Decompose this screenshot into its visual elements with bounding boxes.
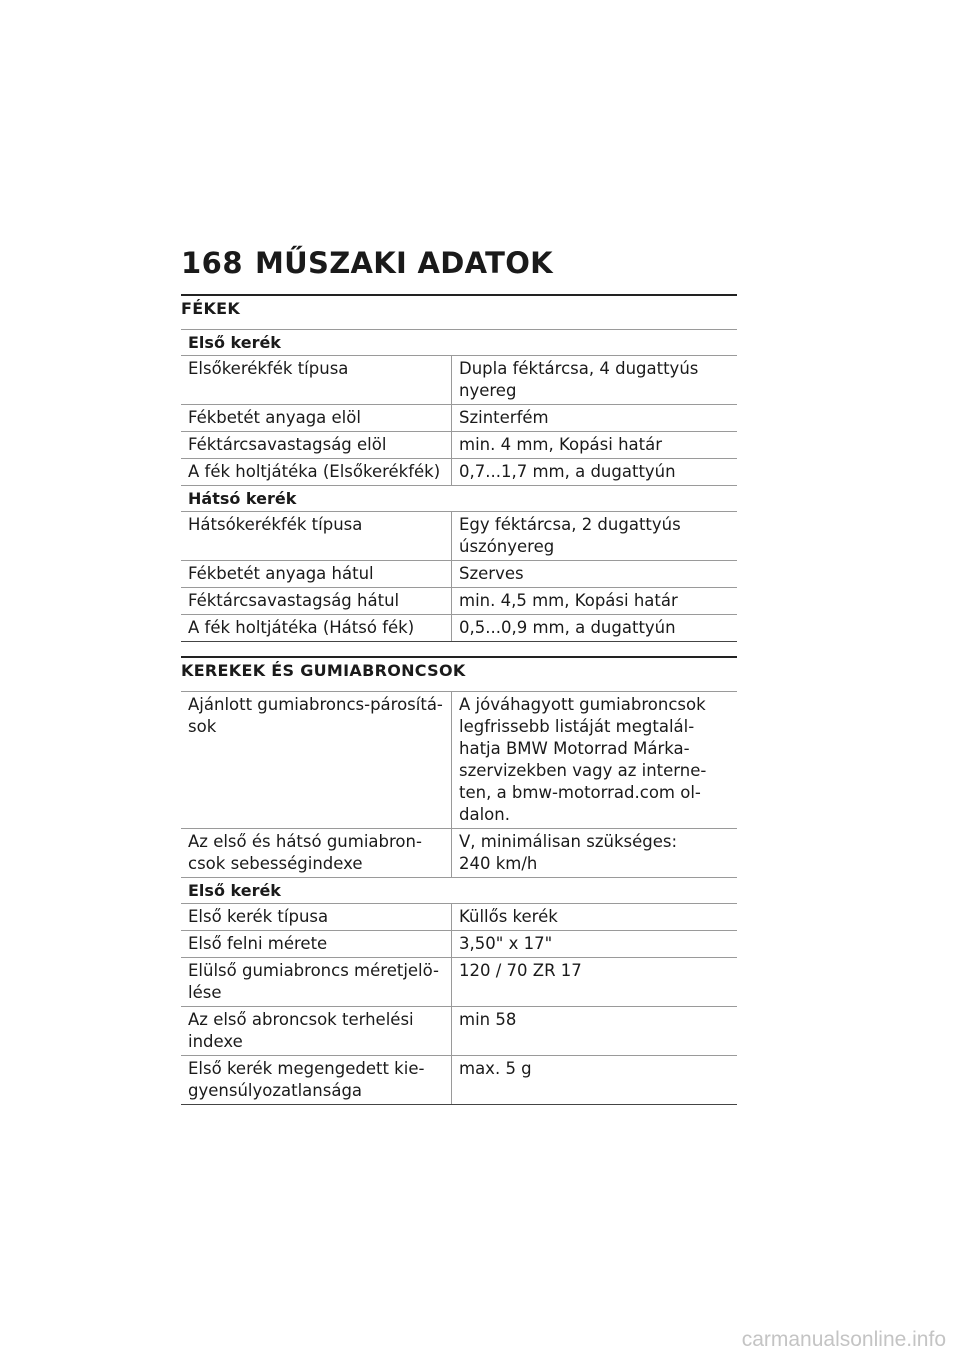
spec-value: min 58 [459, 1010, 517, 1029]
spec-label: Ajánlott gumiabroncs-párosítá- sok [181, 692, 452, 828]
spec-row [181, 958, 737, 1007]
spec-section [181, 656, 737, 1105]
spec-label: A fék holtjátéka (Hátsó fék) [181, 615, 452, 641]
chapter-title: MŰSZAKI ADATOK [255, 246, 553, 280]
spec-label: Elsőkerékfék típusa [181, 356, 452, 404]
spec-value: max. 5 g [459, 1059, 532, 1078]
spec-label: Első kerék típusa [181, 904, 452, 930]
spec-value: min. 4,5 mm, Kopási határ [459, 591, 678, 610]
spec-row [181, 904, 737, 931]
spec-row [181, 561, 737, 588]
spec-row [181, 512, 737, 561]
spec-label: Fékbetét anyaga hátul [181, 561, 452, 587]
page-number: 168 [181, 246, 244, 280]
spec-label: A fék holtjátéka (Elsőkerékfék) [181, 459, 452, 485]
spec-value: Küllős kerék [459, 907, 558, 926]
spec-value: V, minimálisan szükséges: 240 km/h [459, 832, 678, 873]
spec-row [181, 615, 737, 642]
spec-value: A jóváhagyott gumiabroncsok legfrissebb listáját megtalál- hatja BMW Motorrad Márka- szervizekben vagy az interne- ten, a bmw-motorrad.com ol- dalon. [459, 695, 707, 824]
spec-value: Szinterfém [459, 408, 549, 427]
spec-value: 0,5...0,9 mm, a dugattyún [459, 618, 676, 637]
spec-row [181, 432, 737, 459]
spec-value: Egy féktárcsa, 2 dugattyús úszónyereg [459, 515, 681, 556]
spec-sections [181, 294, 737, 1105]
spec-label: Az első abroncsok terhelési indexe [181, 1007, 452, 1055]
spec-row [181, 356, 737, 405]
spec-row [181, 931, 737, 958]
page-header [181, 246, 737, 286]
subsection-title: Hátsó kerék [181, 486, 737, 512]
spec-value: 3,50" x 17" [459, 934, 553, 953]
spec-label: Első felni mérete [181, 931, 452, 957]
spec-label: Féktárcsavastagság elöl [181, 432, 452, 458]
spec-row [181, 1007, 737, 1056]
spec-value: Szerves [459, 564, 524, 583]
watermark: carmanualsonline.info [741, 1328, 946, 1351]
spec-label: Fékbetét anyaga elöl [181, 405, 452, 431]
section-title: FÉKEK [181, 294, 737, 329]
spec-table [181, 691, 737, 1105]
spec-row [181, 692, 737, 829]
spec-value: 120 / 70 ZR 17 [459, 961, 582, 980]
spec-value: 0,7...1,7 mm, a dugattyún [459, 462, 676, 481]
spec-label: Féktárcsavastagság hátul [181, 588, 452, 614]
spec-row [181, 588, 737, 615]
spec-row [181, 829, 737, 878]
spec-section [181, 294, 737, 642]
spec-row [181, 405, 737, 432]
subsection-title: Első kerék [181, 878, 737, 904]
spec-label: Elülső gumiabroncs méretjelö- lése [181, 958, 452, 1006]
spec-label: Az első és hátsó gumiabron- csok sebességindexe [181, 829, 452, 877]
spec-row [181, 1056, 737, 1105]
spec-table [181, 329, 737, 642]
manual-page [181, 246, 737, 1105]
spec-label: Hátsókerékfék típusa [181, 512, 452, 560]
section-title: KEREKEK ÉS GUMIABRONCSOK [181, 656, 737, 691]
spec-value: min. 4 mm, Kopási határ [459, 435, 663, 454]
spec-row [181, 459, 737, 486]
spec-value: Dupla féktárcsa, 4 dugattyús nyereg [459, 359, 699, 400]
subsection-title: Első kerék [181, 330, 737, 356]
spec-label: Első kerék megengedett kie- gyensúlyozatlansága [181, 1056, 452, 1104]
